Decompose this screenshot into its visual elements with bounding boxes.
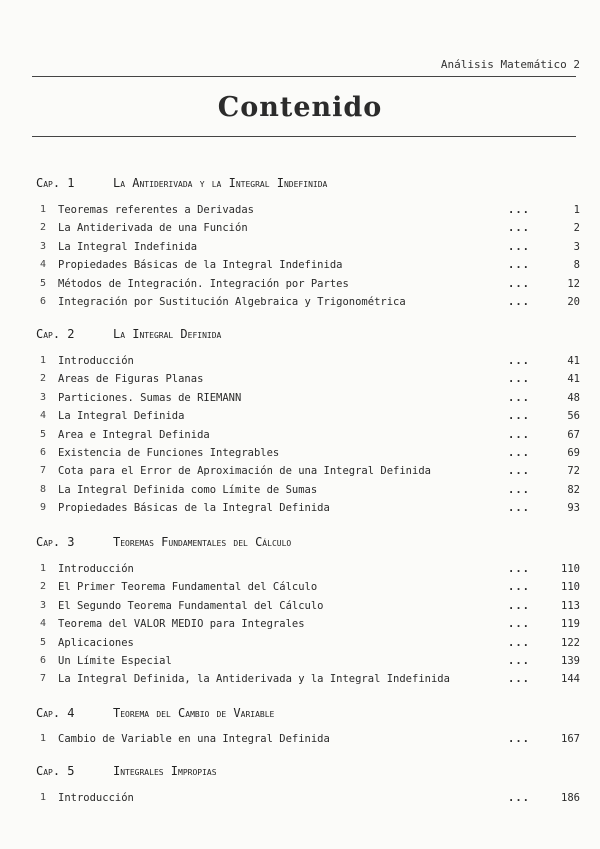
entry-title: El Primer Teorema Fundamental del Cálculo	[58, 581, 318, 594]
entry-page-number: 41	[567, 355, 580, 367]
entry-title: Existencia de Funciones Integrables	[58, 447, 280, 459]
chapter-label: Cap. 3	[36, 535, 75, 549]
entry-title: La Antiderivada de una Función	[58, 222, 248, 235]
entry-leader: ...	[508, 483, 530, 496]
toc-entry[interactable]	[40, 278, 580, 294]
entry-page-number: 72	[567, 465, 580, 478]
entry-title: Propiedades Básicas de la Integral Indefinida	[58, 259, 343, 272]
chapter-heading	[36, 764, 576, 782]
header-rule	[32, 76, 576, 77]
toc-entry[interactable]	[40, 465, 580, 481]
entry-page-number: 139	[561, 655, 580, 667]
running-head: Análisis Matemático 2	[440, 58, 580, 71]
entry-page-number: 110	[561, 563, 580, 575]
entry-title: Teorema del VALOR MEDIO para Integrales	[58, 618, 305, 631]
chapter-heading	[36, 327, 576, 345]
entry-page-number: 186	[561, 792, 580, 804]
entry-leader: ...	[508, 447, 530, 459]
toc-entry[interactable]	[40, 296, 580, 312]
entry-number: 7	[40, 465, 47, 477]
entry-title: Areas de Figuras Planas	[58, 373, 204, 386]
entry-number: 4	[40, 410, 47, 422]
toc-entry[interactable]	[40, 222, 580, 238]
entry-leader: ...	[508, 599, 530, 612]
chapter-label: Cap. 2	[36, 327, 75, 341]
toc-entry[interactable]	[40, 484, 580, 500]
entry-title: Introducción	[58, 792, 134, 804]
toc-entry[interactable]	[40, 673, 580, 689]
entry-page-number: 12	[567, 277, 580, 290]
entry-number: 5	[40, 277, 47, 289]
toc-entry[interactable]	[40, 204, 580, 220]
entry-number: 1	[40, 792, 47, 803]
entry-number: 1	[40, 355, 47, 366]
entry-leader: ...	[508, 673, 530, 686]
entry-number: 4	[40, 618, 47, 630]
entry-number: 7	[40, 673, 47, 685]
entry-title: Introducción	[58, 355, 134, 367]
toc-entry[interactable]	[40, 637, 580, 653]
chapter-title: La Antiderivada y la Integral Indefinida	[113, 176, 328, 190]
entry-number: 6	[40, 296, 47, 307]
entry-page-number: 3	[573, 240, 580, 253]
entry-title: El Segundo Teorema Fundamental del Cálculo	[58, 599, 324, 612]
chapter-heading	[36, 706, 576, 724]
entry-number: 5	[40, 428, 47, 440]
toc-entry[interactable]	[40, 563, 580, 579]
entry-page-number: 167	[561, 733, 580, 745]
entry-leader: ...	[508, 277, 530, 290]
entry-leader: ...	[508, 581, 530, 594]
entry-page-number: 144	[561, 673, 580, 686]
entry-title: Cota para el Error de Aproximación de una Integral Definida	[58, 465, 431, 478]
entry-title: Aplicaciones	[58, 636, 134, 649]
entry-leader: ...	[508, 391, 530, 404]
entry-leader: ...	[508, 222, 530, 235]
entry-page-number: 2	[573, 222, 580, 235]
entry-page-number: 8	[573, 259, 580, 272]
entry-number: 3	[40, 240, 47, 252]
toc-entry[interactable]	[40, 373, 580, 389]
chapter-heading	[36, 535, 576, 553]
entry-number: 5	[40, 636, 47, 648]
entry-leader: ...	[508, 355, 530, 367]
entry-title: Cambio de Variable en una Integral Definida	[58, 733, 330, 745]
entry-page-number: 119	[561, 618, 580, 631]
entry-number: 9	[40, 502, 47, 514]
entry-title: Introducción	[58, 563, 134, 575]
chapter-title: Teoremas Fundamentales del Cálculo	[113, 535, 292, 549]
toc-entry[interactable]	[40, 429, 580, 445]
entry-number: 1	[40, 733, 47, 744]
toc-entry[interactable]	[40, 581, 580, 597]
entry-page-number: 93	[567, 502, 580, 515]
entry-title: Propiedades Básicas de la Integral Definida	[58, 502, 330, 515]
entry-leader: ...	[508, 428, 530, 441]
entry-number: 6	[40, 655, 47, 666]
entry-title: Un Límite Especial	[58, 655, 172, 667]
entry-page-number: 113	[561, 599, 580, 612]
entry-title: Teoremas referentes a Derivadas	[58, 204, 254, 216]
entry-leader: ...	[508, 373, 530, 386]
entry-number: 4	[40, 259, 47, 271]
entry-leader: ...	[508, 204, 530, 216]
entry-number: 2	[40, 222, 47, 234]
entry-page-number: 41	[567, 373, 580, 386]
chapter-title: La Integral Definida	[113, 327, 222, 341]
entry-number: 3	[40, 391, 47, 403]
toc-entry[interactable]	[40, 792, 580, 808]
entry-leader: ...	[508, 733, 530, 745]
entry-leader: ...	[508, 296, 530, 308]
entry-number: 1	[40, 204, 47, 215]
entry-page-number: 1	[573, 204, 580, 216]
entry-leader: ...	[508, 563, 530, 575]
entry-leader: ...	[508, 792, 530, 804]
chapter-label: Cap. 4	[36, 706, 75, 720]
chapter-heading	[36, 176, 576, 194]
entry-leader: ...	[508, 259, 530, 272]
entry-leader: ...	[508, 636, 530, 649]
entry-leader: ...	[508, 240, 530, 253]
entry-number: 1	[40, 563, 47, 574]
entry-title: Area e Integral Definida	[58, 428, 210, 441]
toc-entry[interactable]	[40, 655, 580, 671]
entry-leader: ...	[508, 618, 530, 631]
entry-leader: ...	[508, 655, 530, 667]
entry-leader: ...	[508, 502, 530, 515]
entry-number: 6	[40, 447, 47, 458]
entry-number: 8	[40, 483, 47, 495]
toc-entry[interactable]	[40, 392, 580, 408]
entry-page-number: 56	[567, 410, 580, 423]
entry-title: La Integral Definida como Límite de Sumas	[58, 483, 318, 496]
title-rule	[32, 136, 576, 137]
entry-title: La Integral Definida	[58, 410, 185, 423]
entry-number: 2	[40, 373, 47, 385]
entry-number: 2	[40, 581, 47, 593]
entry-page-number: 20	[567, 296, 580, 308]
toc-entry[interactable]	[40, 410, 580, 426]
toc-entry[interactable]	[40, 600, 580, 616]
entry-page-number: 67	[567, 428, 580, 441]
entry-page-number: 69	[567, 447, 580, 459]
entry-number: 3	[40, 599, 47, 611]
entry-title: Integración por Sustitución Algebraica y Trigonométrica	[58, 296, 406, 308]
chapter-label: Cap. 1	[36, 176, 75, 190]
entry-page-number: 122	[561, 636, 580, 649]
entry-page-number: 82	[567, 483, 580, 496]
toc-entry[interactable]	[40, 733, 580, 749]
toc-entry[interactable]	[40, 259, 580, 275]
toc-entry[interactable]	[40, 447, 580, 463]
entry-title: Métodos de Integración. Integración por Partes	[58, 277, 349, 290]
entry-leader: ...	[508, 465, 530, 478]
entry-page-number: 110	[561, 581, 580, 594]
toc-entry[interactable]	[40, 502, 580, 518]
toc-entry[interactable]	[40, 241, 580, 257]
chapter-title: Integrales Impropias	[113, 764, 217, 778]
entry-title: La Integral Definida, la Antiderivada y la Integral Indefinida	[58, 673, 450, 686]
toc-entry[interactable]	[40, 618, 580, 634]
entry-leader: ...	[508, 410, 530, 423]
page-title: Contenido	[217, 92, 383, 123]
chapter-label: Cap. 5	[36, 764, 75, 778]
entry-title: Particiones. Sumas de RIEMANN	[58, 391, 242, 404]
entry-title: La Integral Indefinida	[58, 240, 198, 253]
chapter-title: Teorema del Cambio de Variable	[113, 706, 275, 720]
entry-page-number: 48	[567, 391, 580, 404]
toc-entry[interactable]	[40, 355, 580, 371]
